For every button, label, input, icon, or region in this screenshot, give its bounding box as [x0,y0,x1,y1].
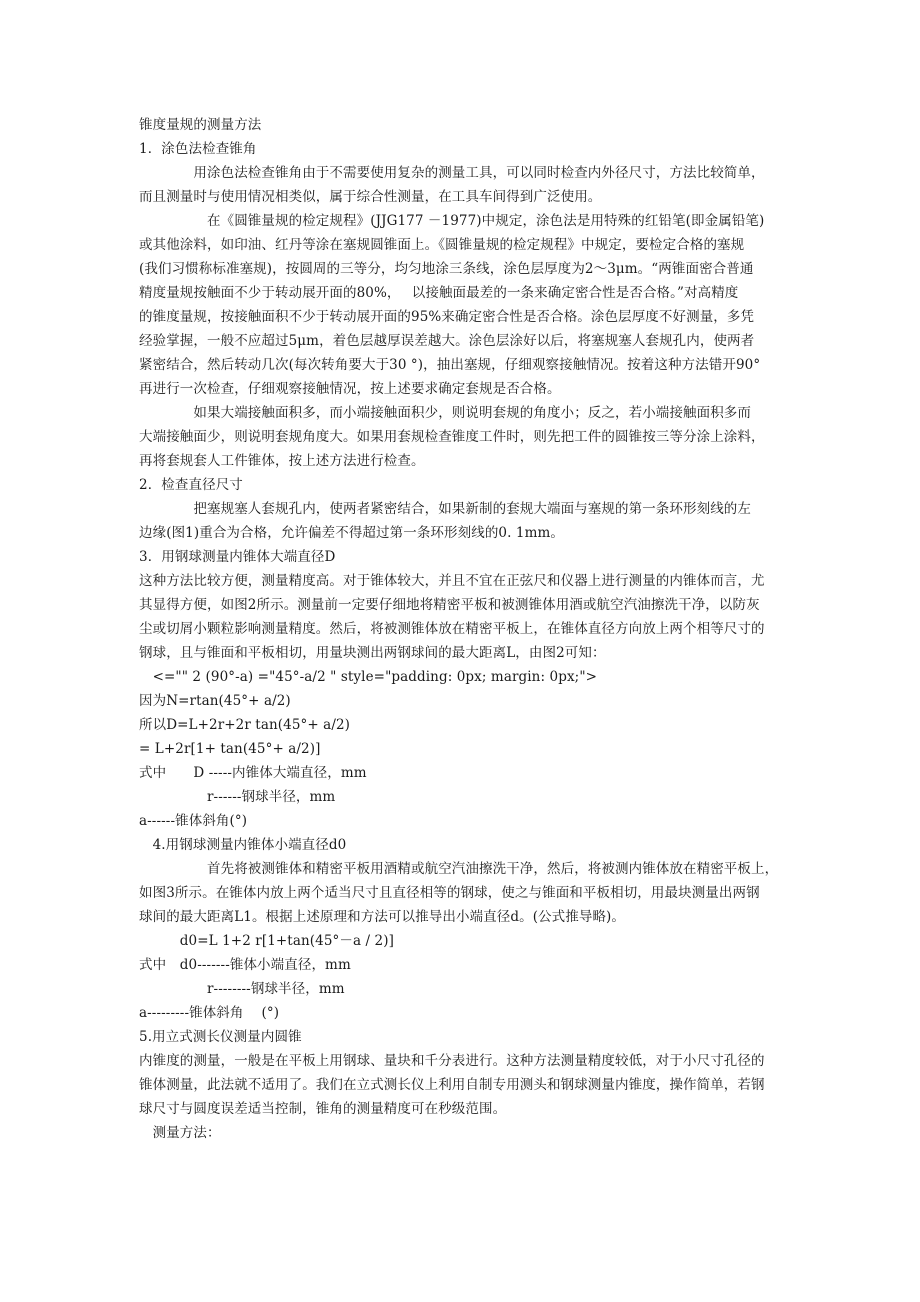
text-line: 把塞规塞人套规孔内，使两者紧密结合，如果新制的套规大端面与塞规的第一条环形刻线的左 [139,501,751,517]
legend-line: 式中 D -----内锥体大端直径，mm [139,765,367,781]
text-line: 内锥度的测量，一般是在平板上用钢球、量块和千分表进行。这种方法测量精度较低，对于小尺寸孔径的 [139,1053,765,1069]
text-line: 其显得方便，如图2所示。测量前一定要仔细地将精密平板和被测锥体用酒或航空汽油擦洗干净，以防灰 [139,597,760,613]
legend-line: a------锥体斜角(°) [139,813,248,829]
text-line: 首先将被测锥体和精密平板用酒精或航空汽油擦洗干净，然后，将被测内锥体放在精密平板上， [139,861,779,877]
text-line: 锥体测量，此法就不适用了。我们在立式测长仪上利用自制专用测头和钢球测量内锥度，操作简单，若钢 [139,1077,765,1093]
formula-line: d0=L 1+2 r[1+tan(45°－a / 2)] [139,933,394,949]
section-heading: 2．检查直径尺寸 [139,477,243,493]
text-line: 用涂色法检查锥角由于不需要使用复杂的测量工具，可以同时检查内外径尺寸，方法比较简单， [139,165,765,181]
formula-line: <="" 2 (90°-a) ="45°-a/2 " style="padding: 0px; margin: 0px;"> [139,669,598,685]
text-line: 尘或切屑小颗粒影响测量精度。然后，将被测锥体放在精密平板上，在锥体直径方向放上两个相等尺寸的 [139,621,765,637]
text-line: 的锥度量规，按接触面积不少于转动展开面的95%来确定密合性是否合格。涂色层厚度不好测量，多凭 [139,309,755,325]
text-line: 紧密结合，然后转动几次(每次转角要大于30 °)，抽出塞规，仔细观察接触情况。按着这种方法错开90° [139,357,761,373]
text-line: 如果大端接触面积多，而小端接触面积少，则说明套规的角度小；反之，若小端接触面积多而 [139,405,751,421]
text-line: 再将套规套人工件锥体，按上述方法进行检查。 [139,453,425,469]
document-title: 锥度量规的测量方法 [139,117,262,133]
text-line: 球尺寸与圆度误差适当控制，锥角的测量精度可在秒级范围。 [139,1101,507,1117]
section-heading: 1．涂色法检查锥角 [139,141,257,157]
text-line: 再进行一次检查，仔细观察接触情况，按上述要求确定套规是否合格。 [139,381,561,397]
legend-line: a---------锥体斜角 (°) [139,1005,280,1021]
text-line: 大端接触面少，则说明套规角度大。如果用套规检查锥度工件时，则先把工件的圆锥按三等分涂上涂料， [139,429,765,445]
text-line: (我们习惯称标准塞规)，按圆周的三等分，均匀地涂三条线，涂色层厚度为2～3μm。“两锥面密合普通 [139,261,754,277]
formula-line: 所以D=L+2r+2r tan(45°+ a/2) [139,717,351,733]
section-heading: 4.用钢球测量内锥体小端直径d0 [139,837,347,853]
formula-line: = L+2r[1+ tan(45°+ a/2)] [139,741,321,757]
text-line: 而且测量时与使用情况相类似，属于综合性测量，在工具车间得到广泛使用。 [139,189,602,205]
section-heading: 5.用立式测长仪测量内圆锥 [139,1029,302,1045]
text-line: 经验掌握，一般不应超过5μm，着色层越厚误差越大。涂色层涂好以后，将塞规塞人套规孔内，使两者 [139,333,755,349]
section-heading: 3．用钢球测量内锥体大端直径D [139,549,336,565]
legend-line: 式中 d0-------锥体小端直径，mm [139,957,351,973]
text-line: 或其他涂料，如印油、红丹等涂在塞规圆锥面上。《圆锥量规的检定规程》中规定，要检定合格的塞规 [139,237,745,253]
text-line: 边缘(图1)重合为合格，允许偏差不得超过第一条环形刻线的0. 1mm。 [139,525,564,541]
text-line: 球间的最大距离L1。根据上述原理和方法可以推导出小端直径d。(公式推导略)。 [139,909,626,925]
text-line: 这种方法比较方便，测量精度高。对于锥体较大，并且不宜在正弦尺和仪器上进行测量的内锥体而言，尤 [139,573,765,589]
text-line: 精度量规按触面不少于转动展开面的80%， 以接触面最差的一条来确定密合性是否合格。”对高精度 [139,285,739,301]
text-line: 在《圆锥量规的检定规程》(JJG177 －1977)中规定，涂色法是用特殊的红铅笔(即金属铅笔) [139,213,765,229]
text-line: 如图3所示。在锥体内放上两个适当尺寸且直径相等的钢球，使之与锥面和平板相切，用最块测量出两钢 [139,885,760,901]
formula-line: 因为N=rtan(45°+ a/2) [139,693,291,709]
legend-line: r--------钢球半径，mm [139,981,345,997]
legend-line: r------钢球半径，mm [139,789,336,805]
text-line: 钢球，且与锥面和平板相切，用量块测出两钢球间的最大距离L，由图2可知： [139,645,606,661]
text-line: 测量方法： [139,1125,221,1141]
